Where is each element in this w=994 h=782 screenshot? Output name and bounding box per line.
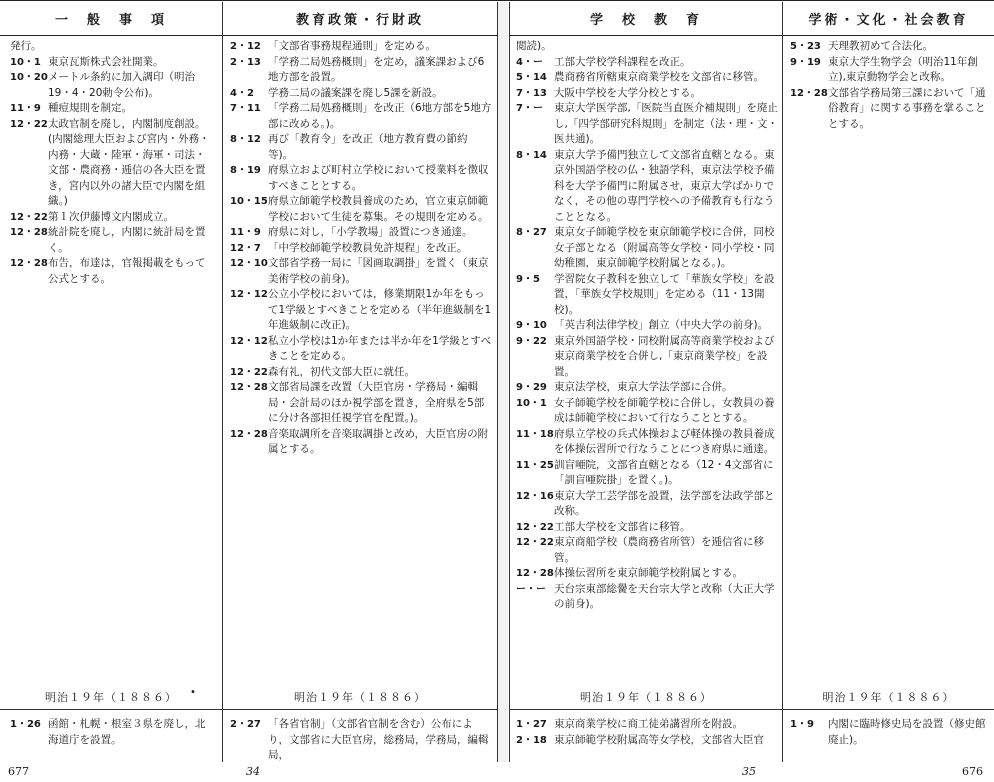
entry-date: 10・1 bbox=[10, 56, 41, 68]
column-divider bbox=[497, 2, 498, 762]
entry-text: 府県立学校の兵式体操および軽体操の教員養成を体操伝習所で行なうことにつき府県に通達。 bbox=[554, 427, 775, 455]
chronology-entry bbox=[10, 101, 215, 117]
year-label: 明治１９年（１８８６） bbox=[294, 691, 426, 704]
chronology-entry bbox=[516, 70, 778, 86]
year-label: 明治１９年（１８８６） bbox=[580, 691, 712, 704]
column-culture bbox=[790, 39, 990, 132]
continuation-text: 発行。 bbox=[10, 40, 42, 52]
chronology-entry bbox=[516, 717, 778, 733]
entry-text: 東京女子師範学校を東京師範学校に合併，同校女子部となる（附属高等女学校・同小学校・同幼稚園，東京師範学校附属となる。)。 bbox=[554, 226, 775, 269]
page-number: 676 bbox=[962, 765, 983, 778]
chronology-entry bbox=[516, 225, 778, 272]
next-year-school bbox=[516, 717, 778, 748]
chronology-entry bbox=[230, 132, 492, 163]
entry-date: 4・ー bbox=[516, 56, 543, 68]
chronology-entry bbox=[10, 717, 215, 748]
entry-date: 12・28 bbox=[10, 227, 48, 238]
entry-date: 5・14 bbox=[516, 72, 547, 83]
entry-text: 東京商船学校（農商務省所管）を逓信省に移管。 bbox=[554, 536, 764, 564]
chronology-entry bbox=[516, 489, 778, 520]
entry-date: 12・28 bbox=[790, 87, 828, 99]
entry-date: 9・22 bbox=[516, 335, 547, 347]
entry-date: 7・ー bbox=[516, 103, 543, 114]
entry-date: 9・29 bbox=[516, 382, 547, 393]
entry-text: 「文部省事務規程通則」を定める。 bbox=[268, 40, 436, 52]
chronology-entry bbox=[10, 117, 215, 210]
entry-text: 森有礼，初代文部大臣に就任。 bbox=[268, 365, 415, 378]
entry-date: 2・27 bbox=[230, 719, 261, 730]
entry-date: 11・25 bbox=[516, 459, 554, 471]
entry-text: 府県立師範学校教員養成のため，官立東京師範学校において生徒を募集。その規則を定める。 bbox=[268, 195, 489, 223]
entry-text: 体操伝習所を東京師範学校附属とする。 bbox=[554, 567, 743, 579]
header-school: 学 校 教 育 bbox=[510, 2, 782, 36]
entry-date: ー・ー bbox=[516, 583, 546, 595]
entry-text: 文部省局課を改置（大臣官房・学務局・編輯局・会計局のほか視学部を置き，全府県を5部に分け各部担任視学官を配置。)。 bbox=[268, 381, 485, 424]
chronology-entry bbox=[230, 427, 492, 458]
next-year-culture bbox=[790, 717, 990, 748]
entry-text: 第１次伊藤博文内閣成立。 bbox=[48, 210, 174, 223]
entry-date: 12・12 bbox=[230, 335, 268, 347]
entry-date: 12・22 bbox=[230, 366, 268, 378]
chronology-entry bbox=[516, 272, 778, 319]
entry-date: 12・16 bbox=[516, 490, 554, 502]
entry-text: 学務二局の議案課を廃し5課を新設。 bbox=[268, 86, 443, 99]
chronology-entry bbox=[230, 256, 492, 287]
entry-text: 大阪中学校を大学分校とする。 bbox=[554, 86, 701, 99]
entry-date: 5・23 bbox=[790, 41, 821, 52]
chronology-entry bbox=[230, 55, 492, 86]
column-school bbox=[516, 39, 778, 613]
entry-date: 12・28 bbox=[230, 382, 268, 393]
chronology-entry bbox=[516, 148, 778, 226]
chronology-entry bbox=[516, 55, 778, 71]
entry-text: 私立小学校は1か年または半か年を1学級とすべきことを定める。 bbox=[268, 334, 492, 362]
entry-text: 東京大学生物学会（明治11年創立),東京動物学会と改称。 bbox=[828, 55, 978, 83]
year-label: 明治１９年（１８８６） bbox=[45, 691, 177, 704]
entry-date: 12・10 bbox=[230, 258, 268, 269]
column-divider bbox=[222, 2, 223, 762]
chronology-entry bbox=[230, 717, 492, 764]
entry-date: 1・27 bbox=[516, 719, 547, 730]
entry-date: 10・20 bbox=[10, 72, 48, 83]
entry-date: 12・7 bbox=[230, 242, 261, 254]
entry-date: 12・22 bbox=[10, 211, 48, 223]
entry-text: 東京大学予備門独立して文部省直轄となる。東京外国語学校の仏・独語学科，東京法学校予備科を大学予備門に附属させ，東京大学ばかりでなく，その他の専門学校への予備教育も行なうこととなる。 bbox=[554, 148, 775, 223]
entry-text: 太政官制を廃し，内閣制度創設。(内閣総理大臣および宮内・外務・内務・大蔵・陸軍・海軍・司法・文部・農商務・逓信の各大臣を置き，宮内以外の諸大臣で内閣を組織。) bbox=[48, 117, 210, 207]
entry-text: 内閣に臨時修史局を設置（修史館廃止)。 bbox=[828, 718, 986, 746]
next-year-general bbox=[10, 717, 215, 748]
entry-text: 文部省学務局第三課において「通俗教育」に関する事務を掌ることとする。 bbox=[828, 86, 986, 130]
entry-date: 7・11 bbox=[230, 103, 261, 114]
chronology-entry bbox=[10, 256, 215, 287]
page-number: 35 bbox=[742, 765, 756, 778]
chronology-entry bbox=[230, 194, 492, 225]
entry-date: 9・5 bbox=[516, 273, 540, 285]
entry-date: 2・12 bbox=[230, 41, 261, 52]
chronology-entry bbox=[516, 396, 778, 427]
entry-text: 府県に対し，「小学教場」設置につき通達。 bbox=[268, 226, 473, 238]
entry-text: 東京師範学校附属高等女学校，文部省大臣官 bbox=[554, 733, 764, 746]
entry-date: 2・18 bbox=[516, 734, 547, 746]
chronology-entry bbox=[230, 39, 492, 55]
chronology-entry bbox=[516, 458, 778, 489]
continuation-text: 閲読)。 bbox=[516, 40, 552, 52]
entry-date: 1・26 bbox=[10, 719, 41, 730]
entry-text: 「英吉利法律学校」創立（中央大学の前身)。 bbox=[554, 319, 769, 331]
bullet-mark: • bbox=[190, 687, 196, 698]
entry-text: メートル条約に加入調印（明治19・4・20勅令公布)。 bbox=[48, 71, 195, 99]
entry-text: 東京商業学校に商工徒弟講習所を附設。 bbox=[554, 718, 743, 730]
entry-date: 4・2 bbox=[230, 87, 254, 99]
entry-text: 訓盲唖院，文部省直轄となる（12・4文部省に「訓盲唖院掛」を置く。)。 bbox=[554, 458, 774, 486]
entry-text: 天理教初めて合法化。 bbox=[828, 40, 933, 52]
entry-text: 農商務省所轄東京商業学校を文部省に移管。 bbox=[554, 71, 764, 83]
entry-text: 東京瓦斯株式会社開業。 bbox=[48, 55, 164, 68]
chronology-entry bbox=[790, 717, 990, 748]
chronology-entry bbox=[516, 733, 778, 749]
chronology-entry bbox=[516, 380, 778, 396]
chronology-entry bbox=[516, 582, 778, 613]
chronology-entry bbox=[230, 86, 492, 102]
entry-text: 音楽取調所を音楽取調掛と改め，大臣官房の附属とする。 bbox=[268, 427, 489, 455]
chronology-entry bbox=[10, 70, 215, 101]
header-general: 一 般 事 項 bbox=[0, 2, 222, 36]
entry-text: 種痘規則を制定。 bbox=[48, 102, 132, 114]
chronology-entry bbox=[230, 163, 492, 194]
entry-date: 8・19 bbox=[230, 165, 261, 176]
entry-date: 7・13 bbox=[516, 87, 547, 99]
entry-date: 1・9 bbox=[790, 719, 814, 730]
entry-date: 12・22 bbox=[516, 521, 554, 533]
chronology-entry bbox=[516, 101, 778, 148]
entry-date: 10・15 bbox=[230, 196, 268, 207]
chronology-entry bbox=[516, 318, 778, 334]
entry-text: 「学務二局処務概則」を改正（6地方部を5地方部に改める。)。 bbox=[268, 102, 492, 130]
chronology-entry bbox=[516, 520, 778, 536]
entry-text: 統計院を廃し，内閣に統計局を置く。 bbox=[48, 226, 206, 254]
chronology-entry bbox=[516, 566, 778, 582]
entry-text: 「各省官制」（文部省官制を含む）公布により，文部省に大臣官房，総務局，学務局，編輯局， bbox=[268, 718, 489, 761]
next-year-policy bbox=[230, 717, 492, 764]
entry-date: 10・1 bbox=[516, 397, 547, 409]
entry-date: 8・27 bbox=[516, 227, 547, 238]
chronology-entry bbox=[230, 365, 492, 381]
chronology-entry bbox=[790, 86, 990, 133]
entry-text: 東京法学校，東京大学法学部に合併。 bbox=[554, 381, 733, 393]
entry-date: 11・9 bbox=[230, 227, 261, 238]
entry-date: 11・9 bbox=[10, 103, 41, 114]
entry-text: 東京大学工芸学部を設置，法学部を法政学部と改称。 bbox=[554, 489, 775, 517]
entry-date: 12・28 bbox=[230, 428, 268, 440]
chronology-entry bbox=[516, 535, 778, 566]
entry-date: 12・28 bbox=[516, 568, 554, 579]
entry-text: 東京外国語学校・同校附属高等商業学校および東京商業学校を合併し,「東京商業学校」を設置。 bbox=[554, 334, 775, 378]
entry-date: 11・18 bbox=[516, 428, 554, 440]
column-divider bbox=[782, 2, 783, 762]
entry-text: 「学務二局処務概則」を定め，議案課および6地方部を設置。 bbox=[268, 55, 485, 83]
chronology-entry bbox=[230, 101, 492, 132]
entry-text: 工部大学校学科課程を改正。 bbox=[554, 55, 691, 68]
chronology-entry bbox=[230, 287, 492, 334]
entry-text: 再び「教育令」を改正（地方教育費の節約等)。 bbox=[268, 133, 468, 161]
year-rule bbox=[509, 709, 994, 710]
page-number: 34 bbox=[246, 765, 260, 778]
entry-date: 12・12 bbox=[230, 289, 268, 300]
chronology-entry bbox=[790, 55, 990, 86]
year-rule bbox=[0, 709, 497, 710]
column-divider bbox=[509, 2, 510, 762]
entry-text: 東京大学医学部,「医院当直医介補規則」を廃止し,「四学部研究科規則」を制定（法・理・文・医共通)。 bbox=[554, 102, 778, 145]
entry-text: 工部大学校を文部省に移管。 bbox=[554, 520, 691, 533]
entry-text: 女子師範学校を師範学校に合併し，女教員の養成は師範学校において行なうこととする。 bbox=[554, 396, 775, 424]
entry-date: 9・10 bbox=[516, 320, 547, 331]
entry-date: 12・22 bbox=[516, 537, 554, 548]
chronology-entry bbox=[516, 86, 778, 102]
entry-text: 府県立および町村立学校において授業料を徴収すべきこととする。 bbox=[268, 164, 489, 192]
chronology-entry bbox=[10, 210, 215, 226]
entry-text: 函館・札幌・根室３県を廃し，北海道庁を設置。 bbox=[48, 718, 206, 746]
chronology-entry bbox=[10, 55, 215, 71]
chronology-entry bbox=[790, 39, 990, 55]
page-gutter bbox=[498, 2, 508, 762]
entry-text: 布告，布達は，官報掲載をもって公式とする。 bbox=[48, 257, 206, 285]
chronology-entry bbox=[10, 225, 215, 256]
chronology-entry bbox=[230, 225, 492, 241]
entry-text: 文部省学務一局に「図画取調掛」を置く（東京美術学校の前身)。 bbox=[268, 257, 489, 285]
entry-date: 12・22 bbox=[10, 118, 48, 130]
year-label: 明治１９年（１８８６） bbox=[822, 691, 955, 704]
entry-date: 9・19 bbox=[790, 56, 821, 68]
header-policy: 教育政策・行財政 bbox=[223, 2, 497, 36]
chronology-entry bbox=[516, 427, 778, 458]
entry-date: 12・28 bbox=[10, 258, 48, 269]
column-policy bbox=[230, 39, 492, 458]
header-culture: 学術・文化・社会教育 bbox=[783, 2, 994, 36]
chronology-entry bbox=[230, 380, 492, 427]
chronology-entry bbox=[516, 334, 778, 381]
entry-text: 天台宗東部総黌を天台宗大学と改称（大正大学の前身)。 bbox=[554, 582, 775, 610]
column-general bbox=[10, 39, 215, 287]
entry-text: 公立小学校においては，修業期限1か年をもって1学級とすべきことを定める（半年進級制を1年進級制に改正)。 bbox=[268, 288, 492, 331]
entry-date: 8・14 bbox=[516, 149, 547, 161]
chronology-entry bbox=[230, 334, 492, 365]
entry-text: 学習院女子教科を独立して「華族女学校」を設置，「華族女学校規則」を定める（11・13開校)。 bbox=[554, 272, 775, 316]
chronology-entry bbox=[230, 241, 492, 257]
page-number: 677 bbox=[8, 765, 29, 778]
entry-date: 2・13 bbox=[230, 56, 261, 68]
entry-date: 8・12 bbox=[230, 134, 261, 145]
entry-text: 「中学校師範学校教員免許規程」を改正。 bbox=[268, 241, 468, 254]
